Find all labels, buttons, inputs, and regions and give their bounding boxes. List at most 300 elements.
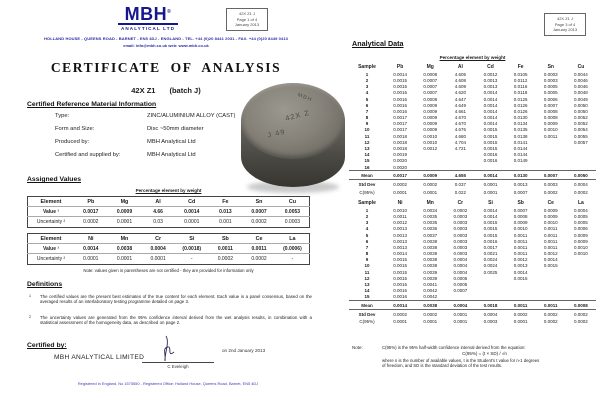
sample-value-cell: 0.0009 — [543, 213, 558, 219]
crm-info-heading: Certified Reference Material Information — [27, 101, 157, 108]
definition-2-text: The uncertainty values are generated from the 95% confidence interval derived from the wet analysis results, in combination with a statistical assessment of the homogeneity data, as described on page 2. — [40, 315, 312, 326]
sample-value-cell: 0.0015 — [483, 232, 498, 238]
mean-cell: Mean — [349, 171, 385, 180]
sample-value-cell — [506, 164, 536, 171]
uncertainty-cell: 0.0002 — [209, 254, 243, 264]
sample-value-cell: 0.0006 — [543, 96, 558, 102]
sample-value-cell: 0.0011 — [513, 232, 528, 238]
assigned-values-table-1 — [27, 196, 310, 228]
c95-note-label: Note: — [352, 345, 363, 350]
assigned-values-heading: Assigned Values — [27, 176, 82, 183]
signer-name: C Eveleigh — [167, 364, 189, 369]
sample-value-cell: 0.0046 — [574, 84, 588, 90]
sample-value-cell: 0.0125 — [513, 96, 528, 102]
uncertainty-cell: 0.001 — [209, 217, 243, 227]
crm-label: Type: — [55, 113, 70, 119]
sample-value-cell: 0.0144 — [513, 152, 528, 158]
disc-engraving-batch: J 49 — [266, 127, 287, 140]
certified-value-cell: 4.66 — [141, 207, 175, 217]
stddev-cell: 0.0002 — [543, 311, 558, 317]
sample-value-cell: 0.0014 — [483, 213, 498, 219]
sample-value-cell: 0.0016 — [393, 288, 407, 294]
crm-value: MBH Analytical Ltd — [147, 139, 196, 145]
sample-value-cell: 0.0007 — [543, 102, 558, 108]
certifying-company: MBH ANALYTICAL LIMITED — [54, 354, 145, 361]
sample-value-cell: 0.0017 — [393, 121, 407, 127]
sample-value-cell: 0.0016 — [393, 282, 407, 288]
sample-value-cell: 0.0126 — [513, 102, 528, 108]
uncertainty-cell: 0.0003 — [276, 217, 310, 227]
element-header-cell: Cd — [188, 198, 196, 205]
sample-value-cell: 0.0007 — [423, 84, 438, 90]
sample-value-cell: 0.0011 — [544, 232, 558, 238]
sample-value-cell: 0.0007 — [423, 90, 438, 96]
sample-value-cell: 0.0016 — [483, 158, 498, 164]
element-header-cell: La — [289, 235, 296, 242]
element-header-cell: Ce — [255, 235, 263, 242]
sample-value-cell: 0.0004 — [453, 269, 468, 275]
certified-value-cell: 0.0004 — [141, 244, 175, 254]
sample-value-cell: 14 — [364, 288, 370, 294]
disc-engraving-code: 42X Z — [284, 108, 311, 123]
sample-value-cell — [506, 294, 536, 301]
element-header-cell: Si — [189, 235, 195, 242]
sample-value-cell: 3 — [365, 84, 369, 90]
element-header-cell: Cr — [155, 235, 162, 242]
sample-value-cell: 0.0012 — [513, 257, 528, 263]
uncertainty-cell: 0.0001 — [175, 217, 209, 227]
sample-value-cell: 0.0017 — [393, 127, 407, 133]
sample-value-cell: 0.0015 — [393, 269, 407, 275]
sample-value-cell: 0.0010 — [574, 251, 588, 257]
uncertainty-cell: 0.0002 — [74, 217, 108, 227]
sample-value-cell: 0.0006 — [574, 226, 588, 232]
element-header-cell: Sn — [255, 198, 263, 205]
sample-value-cell — [536, 164, 566, 171]
sample-value-cell: 0.0149 — [513, 158, 528, 164]
sample-value-cell: 0.0021 — [483, 251, 498, 257]
sample-value-cell: 4.605 — [454, 71, 466, 77]
sample-value-cell: 0.0141 — [513, 139, 528, 145]
sample-value-cell: 0.0016 — [393, 294, 407, 300]
sample-value-cell: 0.0054 — [574, 127, 588, 133]
certified-value-cell: 0.0053 — [276, 207, 310, 217]
sample-value-cell: 0.0007 — [423, 77, 438, 83]
logo-subtitle: ANALYTICAL LTD — [120, 26, 176, 31]
mean-cell: 0.0011 — [536, 301, 566, 310]
certified-value-cell: 0.013 — [209, 207, 243, 217]
sample-disc-photo — [241, 83, 345, 197]
sample-value-cell: 12 — [364, 139, 370, 145]
sample-value-cell: 0.0015 — [393, 275, 407, 281]
sample-value-cell — [475, 294, 505, 301]
mean-cell: 0.0014 — [385, 301, 415, 310]
sample-value-cell: 0.0009 — [574, 232, 588, 238]
column-header-cell: Mn — [426, 199, 434, 206]
sample-value-cell: 10 — [364, 127, 370, 133]
sample-value-cell: 3 — [365, 220, 369, 226]
crm-label: Form and Size: — [55, 126, 95, 132]
sample-value-cell — [566, 164, 596, 171]
element-header-cell: Fe — [222, 198, 229, 205]
sample-value-cell: 8 — [365, 251, 369, 257]
sample-value-cell: 0.0020 — [393, 158, 407, 164]
sample-value-cell: 0.0134 — [513, 121, 528, 127]
uncertainty-cell: 0.0001 — [108, 217, 142, 227]
sample-value-cell: 0.0008 — [543, 115, 558, 121]
sample-value-cell: 12 — [364, 275, 370, 281]
uncertainty-cell: 0.0002 — [242, 217, 276, 227]
sample-value-cell: 4.721 — [454, 146, 466, 152]
c95-cell: C(95%) — [359, 319, 375, 325]
sample-value-cell: 0.0130 — [513, 115, 528, 121]
sample-value-cell: 0.0126 — [513, 108, 528, 114]
mean-cell: 0.0050 — [566, 171, 596, 180]
column-header-cell: Mg — [426, 63, 434, 70]
mean-cell: 0.0011 — [506, 301, 536, 310]
sample-value-cell: 0.0017 — [393, 115, 407, 121]
stddev-cell: Std Dev — [358, 182, 376, 188]
sample-value-cell: 0.0014 — [393, 71, 407, 77]
sample-value-cell: 4 — [365, 90, 369, 96]
sample-value-cell: 0.0144 — [513, 146, 528, 152]
sample-value-cell: 0.0014 — [483, 102, 498, 108]
column-header-cell: Ce — [547, 199, 554, 206]
sample-value-cell: 0.0011 — [513, 244, 528, 250]
sample-value-cell: 0.0057 — [574, 139, 588, 145]
registered-mark: ® — [167, 9, 172, 15]
sample-value-cell: 0.0039 — [423, 269, 438, 275]
mean-cell: 0.0007 — [536, 171, 566, 180]
batch-label: (batch J) — [169, 86, 201, 95]
c95-cell: 0.0001 — [513, 319, 528, 325]
sample-value-cell: 0.0003 — [453, 232, 468, 238]
element-header-cell: Element — [40, 235, 62, 242]
mean-cell: 0.0038 — [415, 301, 445, 310]
c95-cell: 0.0001 — [483, 189, 498, 195]
column-header-cell: Sample — [358, 199, 376, 206]
sample-value-cell: 4.608 — [454, 77, 466, 83]
stddev-cell: 0.0002 — [423, 182, 438, 188]
page-box-number: Page 1 of 4 — [236, 16, 258, 22]
assigned-values-table-2 — [27, 233, 310, 265]
sample-value-cell: 0.0011 — [393, 213, 407, 219]
c95-note-line2: where n is the number of available values, t is the Student's t value for n-1 degrees — [382, 357, 540, 363]
sample-value-cell: 0.0038 — [423, 244, 438, 250]
mean-cell: 0.0018 — [475, 301, 505, 310]
uncertainty-cell: - — [276, 254, 310, 264]
sample-value-cell: 9 — [365, 121, 369, 127]
sample-value-cell: 0.0016 — [483, 238, 498, 244]
certified-value-cell: 0.0038 — [108, 244, 142, 254]
stddev-cell: 0.0002 — [393, 311, 407, 317]
mean-cell: 0.0009 — [415, 171, 445, 180]
stddev-cell: 0.0004 — [574, 182, 588, 188]
sample-value-cell: 0.0038 — [423, 238, 438, 244]
sample-value-cell — [566, 294, 596, 301]
sample-value-cell: 2 — [365, 77, 369, 83]
sample-value-cell: 0.0042 — [423, 288, 438, 294]
column-header-cell: Cu — [577, 63, 585, 70]
page-box-code: 42X Z1 J — [556, 16, 573, 21]
sample-value-cell: 0.0015 — [483, 226, 498, 232]
certified-value-cell: 0.0011 — [209, 244, 243, 254]
certified-by-heading: Certified by: — [27, 342, 67, 349]
sample-value-cell: 0.0011 — [513, 251, 528, 257]
sample-value-cell: 0.0014 — [393, 251, 407, 257]
c95-cell: 0.0001 — [393, 319, 407, 325]
sample-value-cell — [445, 164, 475, 171]
analytical-data-table-1 — [349, 64, 596, 195]
sample-value-cell: 0.0044 — [574, 71, 588, 77]
percentage-heading-left: Percentage element by weight — [135, 188, 202, 193]
certified-value-cell: 0.0014 — [74, 244, 108, 254]
uncertainty-cell: 0.0001 — [141, 254, 175, 264]
analytical-data-heading: Analytical Data — [352, 39, 404, 48]
sample-value-cell: 0.0010 — [543, 127, 558, 133]
sample-value-cell: 0.0016 — [393, 96, 407, 102]
material-code: 42X Z1 — [131, 86, 156, 95]
c95-cell: 0.0002 — [574, 319, 588, 325]
mean-cell: Mean — [349, 301, 385, 310]
c95-cell: 0.0001 — [453, 319, 468, 325]
sample-value-cell: 0.0002 — [453, 207, 468, 213]
sample-value-cell: 4.670 — [454, 121, 466, 127]
sample-value-cell: 0.0052 — [574, 121, 588, 127]
column-header-cell: Pb — [396, 63, 404, 70]
signature — [152, 334, 196, 364]
sample-value-cell: 0.0007 — [453, 288, 468, 294]
sample-value-cell: 0.0014 — [483, 115, 498, 121]
sample-value-cell: 0.0005 — [574, 213, 588, 219]
c95-cell: C(95%) — [359, 189, 375, 195]
mean-cell: 0.0014 — [475, 171, 505, 180]
sample-value-cell: 0.0013 — [393, 232, 407, 238]
mbh-logo-text: MBH® — [124, 4, 172, 24]
sample-value-cell: 0.0037 — [423, 232, 438, 238]
c95-cell: 0.0001 — [423, 319, 438, 325]
sample-value-cell: 0.0038 — [423, 251, 438, 257]
element-header-cell: Cu — [288, 198, 297, 205]
sample-value-cell: 0.0003 — [543, 71, 558, 77]
sample-value-cell: 0.0013 — [483, 84, 498, 90]
sample-value-cell: 15 — [364, 294, 370, 300]
uncertainty-cell: 0.0001 — [74, 254, 108, 264]
sample-value-cell: 0.0042 — [423, 294, 438, 300]
sample-value-cell: 14 — [364, 152, 370, 158]
sample-value-cell: 0.0016 — [393, 90, 407, 96]
sample-value-cell: 0.0010 — [423, 139, 438, 145]
sample-value-cell: 0.0003 — [453, 238, 468, 244]
crm-label: Certified and supplied by: — [55, 152, 121, 158]
sample-value-cell: 0.0014 — [483, 108, 498, 114]
mean-cell: 0.0017 — [385, 171, 415, 180]
stddev-cell: 0.0003 — [543, 182, 558, 188]
certified-value-cell: 0.0017 — [74, 207, 108, 217]
certified-value-cell: 0.0009 — [108, 207, 142, 217]
c95-cell: 0.0002 — [543, 319, 558, 325]
percentage-heading-right: Percentage element by weight — [439, 55, 506, 60]
page-info-box-1 — [226, 8, 268, 31]
uncertainty-cell: Uncertainty ² — [28, 217, 75, 227]
sample-value-cell: 0.0105 — [513, 71, 528, 77]
sample-value-cell: 10 — [364, 263, 370, 269]
sample-value-cell: 0.0005 — [453, 282, 468, 288]
element-header-cell: Pb — [87, 198, 95, 205]
sample-value-cell: 2 — [365, 213, 369, 219]
certified-value-cell: (0.0006) — [276, 244, 310, 254]
sample-value-cell: 0.0014 — [483, 96, 498, 102]
sample-value-cell: 0.0008 — [423, 96, 438, 102]
crm-value: Disc ~50mm diameter — [147, 126, 204, 132]
sample-value-cell: 0.0118 — [513, 90, 528, 96]
page-box-code: 42X Z1 J — [238, 11, 255, 16]
page-box-date: January 2013 — [552, 27, 578, 33]
parentheses-note: Note: values given in parentheses are not certified - they are provided for information only — [83, 268, 254, 273]
sample-value-cell: 11 — [364, 133, 370, 139]
sample-value-cell — [445, 294, 475, 301]
uncertainty-cell: 0.0001 — [108, 254, 142, 264]
c95-note — [382, 345, 587, 369]
mean-cell: 0.0004 — [445, 301, 475, 310]
page-box-number: Page 3 of 4 — [554, 21, 576, 27]
column-header-cell: Ni — [397, 199, 403, 206]
definition-1-sup: 1 — [29, 294, 31, 298]
column-header-cell: Fe — [517, 63, 524, 70]
stddev-cell: 0.037 — [454, 182, 466, 188]
stddev-cell: 0.0002 — [574, 311, 588, 317]
sample-value-cell: 4.704 — [454, 139, 466, 145]
c95-cell: 0.0007 — [513, 189, 528, 195]
sample-value-cell: 0.0010 — [393, 207, 407, 213]
mean-cell: 4.655 — [445, 171, 475, 180]
sample-value-cell: 0.0050 — [574, 108, 588, 114]
element-header-cell: Mg — [120, 198, 129, 205]
element-header-cell: Al — [155, 198, 161, 205]
column-header-cell: Cr — [457, 199, 464, 206]
sample-value-cell: 0.0009 — [423, 115, 438, 121]
sample-value-cell: 0.0024 — [483, 257, 498, 263]
sample-value-cell: 0.0008 — [543, 108, 558, 114]
element-header-cell: Element — [40, 198, 62, 205]
sample-value-cell — [475, 164, 505, 171]
crm-label: Produced by: — [55, 139, 90, 145]
sample-value-cell: 4.620 — [454, 90, 466, 96]
sample-value-cell: 0.0013 — [393, 238, 407, 244]
sample-value-cell: 0.0138 — [513, 133, 528, 139]
element-header-cell: Sb — [221, 235, 229, 242]
element-header-cell: Mn — [120, 235, 129, 242]
sample-value-cell: 0.0015 — [483, 220, 498, 226]
sample-value-cell: 0.0035 — [423, 220, 438, 226]
sample-value-cell: 6 — [365, 238, 369, 244]
sample-value-cell: 0.0008 — [513, 213, 528, 219]
certified-value-cell: 0.0014 — [175, 207, 209, 217]
sample-value-cell: 0.0007 — [513, 207, 528, 213]
disc-top-face — [241, 83, 345, 159]
sample-value-cell: 5 — [365, 96, 369, 102]
c95-cell: 0.0003 — [483, 319, 498, 325]
column-header-cell: Al — [457, 63, 463, 70]
stddev-cell: 0.0002 — [423, 311, 438, 317]
sample-value-cell: 0.0015 — [393, 257, 407, 263]
sample-value-cell: 0.0005 — [574, 220, 588, 226]
sample-value-cell: 0.0019 — [393, 152, 407, 158]
sample-value-cell: 0.0009 — [513, 220, 528, 226]
certified-value-cell: 0.0011 — [242, 244, 276, 254]
sample-value-cell: 0.0015 — [483, 133, 498, 139]
sample-value-cell: 0.0011 — [513, 238, 528, 244]
sample-value-cell: 7 — [365, 108, 369, 114]
sample-value-cell: 0.0012 — [483, 71, 498, 77]
disc-engraving-brand: MBH — [296, 92, 314, 104]
sample-value-cell: 0.0004 — [574, 207, 588, 213]
sample-value-cell: 0.0018 — [393, 133, 407, 139]
definition-1-text: The certified values are the present best estimates of the true content for each element. Each value is a panel consensus, based on the averaged results of an interlaboratory testing programme detailed on page 3. — [40, 294, 312, 305]
analytical-data-table-2 — [349, 200, 596, 325]
sample-value-cell: 0.0005 — [453, 275, 468, 281]
definitions-heading: Definitions — [27, 281, 63, 288]
sample-value-cell: 0.0010 — [513, 226, 528, 232]
sample-value-cell: 0.0015 — [393, 77, 407, 83]
column-header-cell: Si — [488, 199, 493, 206]
sample-value-cell: 0.0015 — [483, 139, 498, 145]
sample-value-cell: 4.649 — [454, 102, 466, 108]
contact-line: email: info@mbh.co.uk web: www.mbh.co.uk — [123, 43, 209, 48]
column-header-cell: La — [578, 199, 584, 206]
page-box-date: January 2013 — [234, 22, 260, 28]
sample-value-cell — [415, 164, 445, 171]
sample-value-cell: 4.609 — [454, 84, 466, 90]
crm-value: ZINC/ALUMINIUM ALLOY (CAST) — [147, 113, 236, 119]
sample-value-cell: 0.0003 — [453, 244, 468, 250]
sample-value-cell: 0.0048 — [574, 90, 588, 96]
sample-value-cell: 0.0018 — [393, 146, 407, 152]
sample-value-cell: 0.0015 — [483, 146, 498, 152]
sample-value-cell: 4.670 — [454, 115, 466, 121]
sample-value-cell: 0.0003 — [543, 77, 558, 83]
c95-note-line3: of freedom, and SD is the standard deviation of the test results. — [382, 363, 503, 369]
sample-value-cell: 0.0014 — [483, 121, 498, 127]
sample-value-cell: 1 — [365, 207, 369, 213]
sample-value-cell: 0.0116 — [513, 84, 528, 90]
certified-value-cell: 0.0007 — [242, 207, 276, 217]
sample-value-cell: 5 — [365, 232, 369, 238]
sample-value-cell: 8 — [365, 115, 369, 121]
sample-value-cell: 0.0012 — [393, 220, 407, 226]
stddev-cell: 0.0002 — [513, 311, 528, 317]
sample-value-cell: 0.0010 — [574, 244, 588, 250]
sample-value-cell: 0.0008 — [423, 71, 438, 77]
signature-date: on 2nd January 2013 — [222, 348, 266, 353]
sample-value-cell: 7 — [365, 244, 369, 250]
sample-value-cell: 0.0012 — [543, 251, 558, 257]
registered-office-footer: Registered in England, No 1575550 - Registered Office: Holland House, Queens Road, Barnet, EN5 4DJ — [77, 381, 259, 386]
sample-value-cell: 0.0014 — [513, 269, 528, 275]
sample-value-cell: 0.0015 — [393, 263, 407, 269]
stddev-cell: 0.0002 — [393, 182, 407, 188]
sample-value-cell: 1 — [365, 71, 369, 77]
sample-value-cell: 0.0014 — [483, 207, 498, 213]
mean-cell: 0.0130 — [506, 171, 536, 180]
sample-value-cell: 0.0016 — [393, 108, 407, 114]
column-header-cell: Sn — [547, 63, 554, 70]
c95-cell: 0.022 — [454, 189, 466, 195]
c95-equation: C(95%) = (t × SD) / √n — [462, 351, 507, 357]
c95-cell: 0.0002 — [574, 189, 588, 195]
sample-value-cell: 0.0013 — [483, 77, 498, 83]
sample-value-cell: 0.0015 — [393, 84, 407, 90]
